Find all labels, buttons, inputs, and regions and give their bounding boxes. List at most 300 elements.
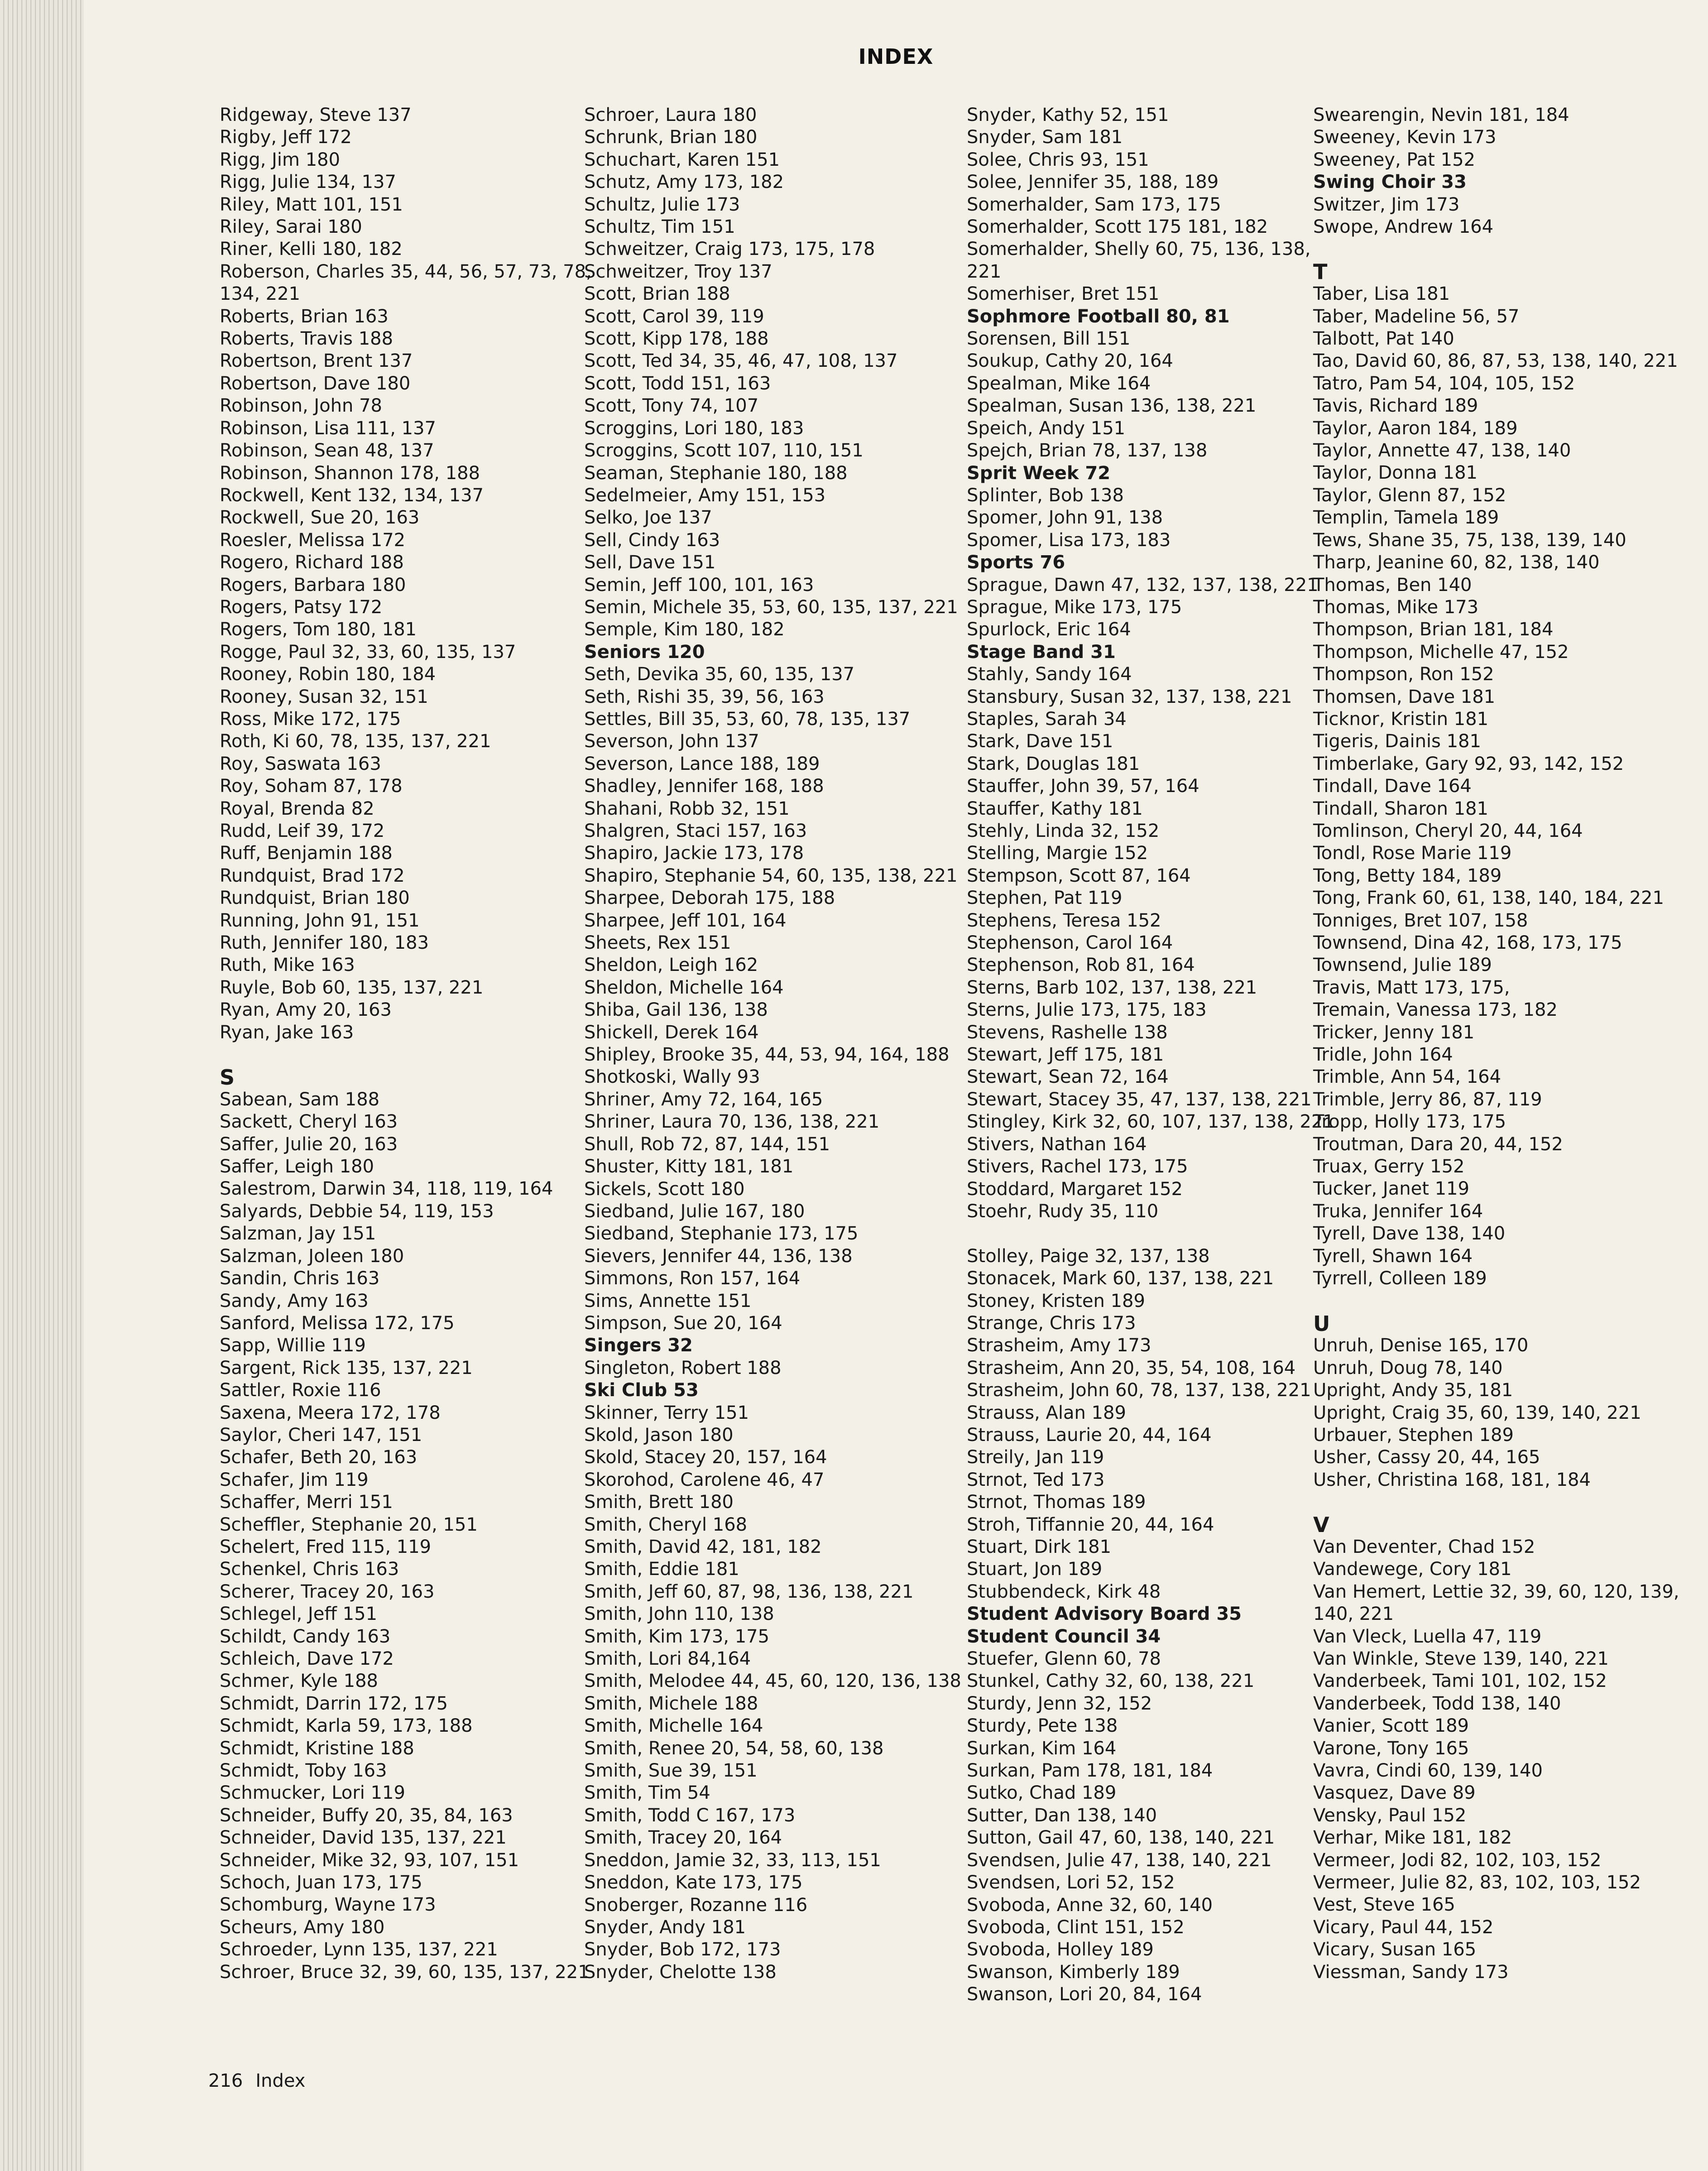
index-entry: Strasheim, Ann 20, 35, 54, 108, 164: [967, 1357, 1296, 1378]
page-number: 216: [208, 2070, 243, 2091]
index-entry: Vicary, Paul 44, 152: [1313, 1916, 1494, 1938]
index-entry: Sattler, Roxie 116: [220, 1380, 381, 1401]
index-entry: Scott, Todd 151, 163: [584, 373, 771, 394]
index-entry: 221: [967, 261, 1002, 282]
index-entry: Ryan, Jake 163: [220, 1022, 354, 1043]
index-entry: Schlegel, Jeff 151: [220, 1604, 378, 1625]
index-entry: Stevens, Rashelle 138: [967, 1022, 1168, 1043]
index-entry: Tomlinson, Cheryl 20, 44, 164: [1313, 820, 1583, 841]
index-entry: Splinter, Bob 138: [967, 485, 1124, 506]
index-entry: Sturdy, Pete 138: [967, 1715, 1118, 1737]
section-letter: T: [1313, 259, 1328, 284]
index-entry: Sorensen, Bill 151: [967, 328, 1131, 350]
index-entry: Tavis, Richard 189: [1313, 395, 1478, 417]
index-entry: Ridgeway, Steve 137: [220, 105, 412, 125]
index-entry: Stoehr, Rudy 35, 110: [967, 1201, 1159, 1222]
index-entry: Swearengin, Nevin 181, 184: [1313, 105, 1569, 125]
index-entry: Rogers, Tom 180, 181: [220, 619, 417, 640]
index-entry: 140, 221: [1313, 1604, 1394, 1625]
index-entry: Swanson, Kimberly 189: [967, 1961, 1180, 1983]
index-entry: Roy, Saswata 163: [220, 753, 381, 774]
index-entry: Schmucker, Lori 119: [220, 1782, 405, 1804]
index-entry: Seth, Rishi 35, 39, 56, 163: [584, 686, 825, 707]
index-entry: Scott, Ted 34, 35, 46, 47, 108, 137: [584, 351, 898, 372]
index-entry: Rigg, Julie 134, 137: [220, 172, 396, 193]
index-entry: Tong, Frank 60, 61, 138, 140, 184, 221: [1313, 888, 1664, 909]
index-entry: Saxena, Meera 172, 178: [220, 1402, 441, 1423]
index-entry: Somerhalder, Shelly 60, 75, 136, 138,: [967, 239, 1311, 260]
index-entry: Shuster, Kitty 181, 181: [584, 1156, 794, 1177]
index-entry: Schneider, Buffy 20, 35, 84, 163: [220, 1805, 513, 1826]
index-entry: Smith, Renee 20, 54, 58, 60, 138: [584, 1738, 884, 1759]
index-entry: Ross, Mike 172, 175: [220, 708, 401, 730]
index-entry: Severson, Lance 188, 189: [584, 753, 820, 774]
index-entry: Trimble, Jerry 86, 87, 119: [1313, 1089, 1542, 1110]
index-entry: Schildt, Candy 163: [220, 1626, 391, 1647]
index-heading: Sophmore Football 80, 81: [967, 306, 1230, 327]
index-entry: Svoboda, Clint 151, 152: [967, 1916, 1185, 1938]
index-entry: Roth, Ki 60, 78, 135, 137, 221: [220, 731, 491, 752]
index-entry: Soukup, Cathy 20, 164: [967, 351, 1173, 372]
index-entry: Schelert, Fred 115, 119: [220, 1536, 432, 1557]
index-entry: Robertson, Brent 137: [220, 351, 413, 372]
index-entry: Snyder, Bob 172, 173: [584, 1939, 781, 1960]
index-entry: Sutko, Chad 189: [967, 1782, 1117, 1804]
index-entry: Vest, Steve 165: [1313, 1894, 1455, 1916]
index-entry: Smith, Melodee 44, 45, 60, 120, 136, 138: [584, 1671, 961, 1692]
index-entry: Sweeney, Kevin 173: [1313, 127, 1497, 148]
index-entry: Rudd, Leif 39, 172: [220, 821, 385, 841]
index-entry: Sneddon, Jamie 32, 33, 113, 151: [584, 1849, 881, 1871]
index-entry: Stoney, Kristen 189: [967, 1290, 1145, 1311]
index-entry: Smith, Brett 180: [584, 1492, 734, 1513]
index-entry: Townsend, Dina 42, 168, 173, 175: [1313, 932, 1622, 954]
index-entry: Somerhalder, Scott 175 181, 182: [967, 216, 1268, 238]
index-entry: Spealman, Mike 164: [967, 373, 1151, 394]
index-entry: Sedelmeier, Amy 151, 153: [584, 485, 826, 506]
index-entry: Scott, Carol 39, 119: [584, 306, 764, 327]
index-entry: Stuart, Jon 189: [967, 1559, 1103, 1580]
index-entry: 134, 221: [220, 283, 301, 305]
index-entry: Smith, Cheryl 168: [584, 1514, 748, 1535]
index-entry: Stephens, Teresa 152: [967, 910, 1161, 931]
footer-label: Index: [255, 2070, 306, 2091]
index-entry: Stuart, Dirk 181: [967, 1537, 1112, 1557]
index-entry: Semin, Jeff 100, 101, 163: [584, 574, 814, 596]
index-entry: Tindall, Dave 164: [1313, 776, 1472, 797]
index-entry: Van Vleck, Luella 47, 119: [1313, 1626, 1542, 1647]
index-entry: Talbott, Pat 140: [1313, 328, 1454, 350]
index-entry: Vanderbeek, Todd 138, 140: [1313, 1693, 1561, 1714]
index-entry: Unruh, Denise 165, 170: [1313, 1335, 1529, 1356]
index-entry: Verhar, Mike 181, 182: [1313, 1827, 1512, 1849]
index-entry: Saffer, Julie 20, 163: [220, 1134, 398, 1155]
index-entry: Van Deventer, Chad 152: [1313, 1536, 1535, 1557]
index-entry: Rogers, Patsy 172: [220, 596, 383, 618]
index-entry: Sapp, Willie 119: [220, 1335, 366, 1356]
index-entry: Rundquist, Brad 172: [220, 865, 405, 886]
index-entry: Scott, Kipp 178, 188: [584, 328, 769, 350]
index-entry: Saffer, Leigh 180: [220, 1156, 374, 1177]
index-entry: Taylor, Annette 47, 138, 140: [1313, 440, 1571, 461]
index-entry: Sheldon, Michelle 164: [584, 977, 784, 998]
index-entry: Schutz, Amy 173, 182: [584, 172, 784, 193]
index-entry: Sims, Annette 151: [584, 1290, 752, 1311]
index-heading: Singers 32: [584, 1335, 693, 1356]
index-entry: Solee, Chris 93, 151: [967, 149, 1149, 170]
index-entry: Swope, Andrew 164: [1313, 216, 1494, 238]
index-entry: Robinson, Lisa 111, 137: [220, 418, 437, 439]
index-entry: Schmidt, Karla 59, 173, 188: [220, 1715, 473, 1737]
index-entry: Sterns, Julie 173, 175, 183: [967, 999, 1207, 1021]
index-entry: Snoberger, Rozanne 116: [584, 1894, 808, 1916]
index-entry: Schleich, Dave 172: [220, 1648, 394, 1670]
index-entry: Stewart, Jeff 175, 181: [967, 1044, 1164, 1066]
index-entry: Shadley, Jennifer 168, 188: [584, 776, 824, 797]
index-entry: Rundquist, Brian 180: [220, 888, 410, 909]
index-entry: Speich, Andy 151: [967, 418, 1126, 439]
index-entry: Sprague, Mike 173, 175: [967, 596, 1182, 618]
index-entry: Somerhalder, Sam 173, 175: [967, 194, 1221, 215]
index-entry: Shull, Rob 72, 87, 144, 151: [584, 1134, 830, 1155]
index-entry: Schultz, Julie 173: [584, 194, 740, 215]
index-entry: Stivers, Rachel 173, 175: [967, 1156, 1188, 1177]
index-entry: Strauss, Laurie 20, 44, 164: [967, 1424, 1212, 1446]
index-entry: Schmidt, Toby 163: [220, 1760, 387, 1782]
index-entry: Schenkel, Chris 163: [220, 1559, 399, 1580]
index-entry: Scott, Brian 188: [584, 283, 730, 305]
index-entry: Stewart, Sean 72, 164: [967, 1066, 1169, 1088]
index-entry: Schroer, Laura 180: [584, 105, 757, 125]
index-entry: Seaman, Stephanie 180, 188: [584, 462, 848, 484]
index-entry: Thompson, Michelle 47, 152: [1313, 641, 1569, 663]
index-entry: Rockwell, Kent 132, 134, 137: [220, 485, 484, 506]
index-entry: Staples, Sarah 34: [967, 708, 1127, 730]
index-entry: Stunkel, Cathy 32, 60, 138, 221: [967, 1671, 1255, 1692]
index-entry: Upright, Andy 35, 181: [1313, 1380, 1513, 1401]
index-entry: Stolley, Paige 32, 137, 138: [967, 1245, 1210, 1267]
index-entry: Stoddard, Margaret 152: [967, 1178, 1183, 1200]
index-entry: Tondl, Rose Marie 119: [1313, 843, 1512, 864]
index-entry: Sackett, Cheryl 163: [220, 1111, 398, 1133]
index-entry: Schultz, Tim 151: [584, 216, 735, 238]
index-entry: Smith, John 110, 138: [584, 1604, 774, 1625]
index-entry: Roberson, Charles 35, 44, 56, 57, 73, 78,: [220, 261, 592, 282]
index-entry: Vanderbeek, Tami 101, 102, 152: [1313, 1671, 1607, 1692]
index-entry: Schweitzer, Troy 137: [584, 261, 772, 282]
index-entry: Travis, Matt 173, 175,: [1313, 977, 1510, 998]
index-entry: Shapiro, Jackie 173, 178: [584, 843, 804, 864]
index-entry: Sickels, Scott 180: [584, 1178, 745, 1200]
index-entry: Salestrom, Darwin 34, 118, 119, 164: [220, 1178, 553, 1200]
index-entry: Svoboda, Holley 189: [967, 1939, 1154, 1960]
page-footer: [208, 2070, 318, 2091]
index-entry: Thomas, Mike 173: [1313, 596, 1479, 618]
index-entry: Smith, Tracey 20, 164: [584, 1827, 782, 1849]
index-entry: Stehly, Linda 32, 152: [967, 821, 1160, 841]
index-entry: Schweitzer, Craig 173, 175, 178: [584, 239, 875, 260]
index-entry: Smith, Michelle 164: [584, 1715, 763, 1737]
index-entry: Urbauer, Stephen 189: [1313, 1424, 1514, 1446]
index-entry: Tonniges, Bret 107, 158: [1313, 910, 1528, 931]
index-column-4: [1313, 104, 1679, 1984]
index-entry: Ryan, Amy 20, 163: [220, 999, 392, 1021]
index-entry: Stroh, Tiffannie 20, 44, 164: [967, 1514, 1214, 1535]
index-entry: Schmidt, Darrin 172, 175: [220, 1693, 448, 1714]
index-entry: Severson, John 137: [584, 731, 759, 752]
index-entry: Stahly, Sandy 164: [967, 664, 1132, 685]
index-entry: Vermeer, Jodi 82, 102, 103, 152: [1313, 1849, 1602, 1871]
index-entry: Smith, Todd C 167, 173: [584, 1805, 796, 1826]
index-entry: Rigg, Jim 180: [220, 149, 341, 170]
index-entry: Sanford, Melissa 172, 175: [220, 1312, 455, 1334]
index-entry: Sandin, Chris 163: [220, 1268, 380, 1289]
index-entry: Strnot, Thomas 189: [967, 1492, 1146, 1513]
index-entry: Sheets, Rex 151: [584, 932, 731, 954]
index-entry: Switzer, Jim 173: [1313, 194, 1460, 215]
index-entry: Schaffer, Merri 151: [220, 1492, 393, 1513]
index-entry: Roy, Soham 87, 178: [220, 776, 403, 797]
index-entry: Rooney, Robin 180, 184: [220, 664, 436, 685]
index-entry: Siedband, Stephanie 173, 175: [584, 1223, 859, 1244]
index-entry: Stempson, Scott 87, 164: [967, 865, 1191, 886]
index-heading: Student Advisory Board 35: [967, 1604, 1242, 1625]
index-entry: Stauffer, Kathy 181: [967, 798, 1143, 819]
index-entry: Vavra, Cindi 60, 139, 140: [1313, 1760, 1543, 1782]
index-entry: Surkan, Kim 164: [967, 1738, 1117, 1759]
index-entry: Stingley, Kirk 32, 60, 107, 137, 138, 221: [967, 1111, 1334, 1133]
index-entry: Tatro, Pam 54, 104, 105, 152: [1313, 373, 1575, 394]
index-entry: Sutter, Dan 138, 140: [967, 1805, 1157, 1826]
index-entry: Smith, Kim 173, 175: [584, 1626, 770, 1647]
index-entry: Thomsen, Dave 181: [1313, 686, 1496, 707]
index-entry: Somerhiser, Bret 151: [967, 283, 1160, 305]
index-entry: Robinson, Sean 48, 137: [220, 440, 434, 461]
index-entry: Sprague, Dawn 47, 132, 137, 138, 221: [967, 574, 1319, 596]
index-entry: Thompson, Brian 181, 184: [1313, 619, 1554, 640]
index-entry: Truax, Gerry 152: [1313, 1156, 1465, 1177]
index-entry: Trimble, Ann 54, 164: [1313, 1066, 1502, 1088]
index-entry: Tyrell, Dave 138, 140: [1313, 1223, 1506, 1244]
index-entry: Stewart, Stacey 35, 47, 137, 138, 221: [967, 1089, 1312, 1110]
index-entry: Rogers, Barbara 180: [220, 574, 406, 596]
index-entry: Surkan, Pam 178, 181, 184: [967, 1760, 1213, 1782]
index-entry: Svendsen, Julie 47, 138, 140, 221: [967, 1849, 1272, 1871]
index-entry: Shickell, Derek 164: [584, 1022, 759, 1043]
index-entry: Skold, Stacey 20, 157, 164: [584, 1447, 827, 1468]
index-entry: Roesler, Melissa 172: [220, 529, 406, 551]
index-entry: Schoch, Juan 173, 175: [220, 1872, 422, 1893]
index-entry: Templin, Tamela 189: [1313, 507, 1499, 528]
index-entry: Schneider, Mike 32, 93, 107, 151: [220, 1849, 519, 1871]
index-entry: Selko, Joe 137: [584, 507, 712, 528]
index-entry: Usher, Christina 168, 181, 184: [1313, 1469, 1591, 1490]
index-entry: Tricker, Jenny 181: [1313, 1022, 1475, 1043]
index-entry: Townsend, Julie 189: [1313, 955, 1492, 976]
index-entry: Riley, Sarai 180: [220, 216, 362, 238]
index-heading: Stage Band 31: [967, 641, 1116, 663]
index-entry: Royal, Brenda 82: [220, 798, 374, 819]
index-entry: Taber, Lisa 181: [1313, 283, 1450, 305]
index-entry: Snyder, Sam 181: [967, 127, 1123, 148]
index-entry: Stuefer, Glenn 60, 78: [967, 1648, 1161, 1670]
index-entry: Sargent, Rick 135, 137, 221: [220, 1357, 473, 1378]
section-letter: U: [1313, 1311, 1330, 1336]
index-entry: Scroggins, Scott 107, 110, 151: [584, 440, 864, 461]
index-entry: Upright, Craig 35, 60, 139, 140, 221: [1313, 1402, 1641, 1423]
index-entry: Semin, Michele 35, 53, 60, 135, 137, 221: [584, 596, 958, 618]
index-entry: Ruth, Mike 163: [220, 955, 355, 976]
index-entry: Robertson, Dave 180: [220, 373, 411, 394]
index-entry: Singleton, Robert 188: [584, 1357, 782, 1378]
index-entry: Sturdy, Jenn 32, 152: [967, 1693, 1152, 1714]
index-entry: Skold, Jason 180: [584, 1424, 734, 1446]
index-entry: Troutman, Dara 20, 44, 152: [1313, 1134, 1563, 1155]
index-entry: Strasheim, John 60, 78, 137, 138, 221: [967, 1380, 1311, 1401]
index-column-1: [220, 104, 592, 1984]
index-entry: Ruth, Jennifer 180, 183: [220, 932, 429, 954]
index-entry: Simmons, Ron 157, 164: [584, 1268, 801, 1289]
index-entry: Vicary, Susan 165: [1313, 1939, 1477, 1960]
index-entry: Sandy, Amy 163: [220, 1290, 369, 1311]
index-entry: Vensky, Paul 152: [1313, 1805, 1467, 1826]
index-entry: Truka, Jennifer 164: [1313, 1201, 1483, 1222]
index-entry: Robinson, Shannon 178, 188: [220, 462, 480, 484]
index-entry: Smith, Tim 54: [584, 1782, 710, 1804]
index-entry: Shriner, Amy 72, 164, 165: [584, 1089, 823, 1110]
index-entry: Schomburg, Wayne 173: [220, 1894, 436, 1916]
index-entry: Schafer, Beth 20, 163: [220, 1447, 417, 1468]
index-entry: Shalgren, Staci 157, 163: [584, 821, 807, 841]
index-entry: Schroer, Bruce 32, 39, 60, 135, 137, 221: [220, 1961, 590, 1983]
index-entry: Taylor, Aaron 184, 189: [1313, 418, 1518, 439]
index-entry: Spealman, Susan 136, 138, 221: [967, 395, 1257, 417]
index-entry: Varone, Tony 165: [1313, 1738, 1469, 1759]
index-entry: Tigeris, Dainis 181: [1313, 731, 1481, 752]
index-entry: Salzman, Jay 151: [220, 1223, 376, 1244]
index-entry: Sterns, Barb 102, 137, 138, 221: [967, 977, 1257, 998]
index-entry: Riner, Kelli 180, 182: [220, 239, 403, 260]
index-entry: Vanier, Scott 189: [1313, 1715, 1469, 1737]
index-entry: Stivers, Nathan 164: [967, 1134, 1147, 1155]
index-entry: Snyder, Andy 181: [584, 1916, 746, 1938]
index-column-3: [967, 104, 1334, 2006]
index-entry: Vasquez, Dave 89: [1313, 1782, 1476, 1804]
index-entry: Spomer, John 91, 138: [967, 507, 1163, 528]
index-entry: Taylor, Glenn 87, 152: [1313, 485, 1506, 506]
index-entry: Shiba, Gail 136, 138: [584, 999, 768, 1021]
index-entry: Strange, Chris 173: [967, 1312, 1136, 1334]
spacer: [967, 1223, 1334, 1245]
index-entry: Scroggins, Lori 180, 183: [584, 418, 804, 439]
index-entry: Robinson, John 78: [220, 395, 383, 417]
index-entry: Usher, Cassy 20, 44, 165: [1313, 1447, 1540, 1468]
index-entry: Schafer, Jim 119: [220, 1469, 369, 1490]
index-heading: Sports 76: [967, 552, 1065, 573]
index-entry: Smith, David 42, 181, 182: [584, 1537, 822, 1557]
index-entry: Smith, Michele 188: [584, 1693, 758, 1714]
index-entry: Sell, Cindy 163: [584, 529, 720, 551]
index-entry: Sheldon, Leigh 162: [584, 955, 758, 976]
index-entry: Tucker, Janet 119: [1313, 1178, 1469, 1200]
index-entry: Van Winkle, Steve 139, 140, 221: [1313, 1648, 1609, 1669]
index-entry: Shotkoski, Wally 93: [584, 1066, 760, 1088]
index-entry: Tyrrell, Colleen 189: [1313, 1268, 1487, 1289]
index-entry: Sweeney, Pat 152: [1313, 149, 1475, 170]
index-entry: Viessman, Sandy 173: [1313, 1961, 1509, 1983]
index-entry: Taylor, Donna 181: [1313, 462, 1478, 484]
index-entry: Sharpee, Jeff 101, 164: [584, 910, 787, 931]
index-entry: Sabean, Sam 188: [220, 1089, 380, 1110]
index-entry: Timberlake, Gary 92, 93, 142, 152: [1313, 753, 1624, 774]
index-entry: Stansbury, Susan 32, 137, 138, 221: [967, 686, 1292, 707]
index-entry: Smith, Jeff 60, 87, 98, 136, 138, 221: [584, 1581, 914, 1602]
index-page: [84, 0, 1708, 2171]
index-heading: Swing Choir 33: [1313, 172, 1467, 193]
index-entry: Swanson, Lori 20, 84, 164: [967, 1984, 1202, 2005]
section-letter: V: [1313, 1513, 1329, 1537]
index-entry: Rooney, Susan 32, 151: [220, 686, 428, 707]
index-entry: Shipley, Brooke 35, 44, 53, 94, 164, 188: [584, 1044, 950, 1066]
index-heading: Student Council 34: [967, 1626, 1161, 1647]
index-entry: Stark, Dave 151: [967, 731, 1113, 752]
index-entry: Roberts, Brian 163: [220, 306, 389, 327]
index-entry: Tews, Shane 35, 75, 138, 139, 140: [1313, 529, 1626, 551]
index-entry: Ruff, Benjamin 188: [220, 843, 393, 864]
index-entry: Ruyle, Bob 60, 135, 137, 221: [220, 977, 484, 998]
index-entry: Stark, Douglas 181: [967, 753, 1140, 774]
index-entry: Thompson, Ron 152: [1313, 664, 1494, 685]
index-entry: Schmidt, Kristine 188: [220, 1738, 414, 1759]
index-entry: Skorohod, Carolene 46, 47: [584, 1469, 825, 1490]
index-entry: Solee, Jennifer 35, 188, 189: [967, 172, 1219, 193]
index-entry: Smith, Sue 39, 151: [584, 1760, 758, 1782]
index-heading: Sprit Week 72: [967, 462, 1111, 484]
index-entry: Taber, Madeline 56, 57: [1313, 306, 1520, 327]
index-entry: Semple, Kim 180, 182: [584, 619, 785, 640]
index-entry: Salyards, Debbie 54, 119, 153: [220, 1201, 494, 1222]
index-entry: Skinner, Terry 151: [584, 1402, 749, 1423]
index-entry: Van Hemert, Lettie 32, 39, 60, 120, 139,: [1313, 1581, 1679, 1602]
index-entry: Smith, Eddie 181: [584, 1559, 739, 1580]
index-entry: Rockwell, Sue 20, 163: [220, 507, 420, 528]
index-entry: Seth, Devika 35, 60, 135, 137: [584, 664, 855, 685]
index-entry: Tindall, Sharon 181: [1313, 798, 1488, 819]
index-entry: Sneddon, Kate 173, 175: [584, 1872, 803, 1893]
index-entry: Simpson, Sue 20, 164: [584, 1312, 782, 1334]
index-entry: Tao, David 60, 86, 87, 53, 138, 140, 221: [1313, 351, 1678, 372]
index-entry: Stubbendeck, Kirk 48: [967, 1581, 1161, 1602]
index-entry: Shapiro, Stephanie 54, 60, 135, 138, 221: [584, 865, 958, 886]
index-entry: Strauss, Alan 189: [967, 1402, 1126, 1423]
index-entry: Saylor, Cheri 147, 151: [220, 1424, 422, 1446]
index-entry: Sharpee, Deborah 175, 188: [584, 888, 835, 909]
index-entry: Rigby, Jeff 172: [220, 127, 352, 148]
index-entry: Stelling, Margie 152: [967, 843, 1148, 864]
page-edge-stack: [0, 0, 85, 2171]
index-entry: Streily, Jan 119: [967, 1447, 1104, 1468]
index-entry: Vermeer, Julie 82, 83, 102, 103, 152: [1313, 1872, 1641, 1893]
index-entry: Snyder, Chelotte 138: [584, 1961, 777, 1983]
index-entry: Settles, Bill 35, 53, 60, 78, 135, 137: [584, 708, 911, 730]
index-entry: Svendsen, Lori 52, 152: [967, 1872, 1175, 1893]
index-entry: Schuchart, Karen 151: [584, 149, 780, 170]
index-entry: Tremain, Vanessa 173, 182: [1313, 999, 1558, 1021]
index-heading: Seniors 120: [584, 641, 705, 663]
index-entry: Thomas, Ben 140: [1313, 574, 1472, 596]
index-entry: Sievers, Jennifer 44, 136, 138: [584, 1245, 853, 1267]
index-entry: Tyrell, Shawn 164: [1313, 1245, 1473, 1267]
